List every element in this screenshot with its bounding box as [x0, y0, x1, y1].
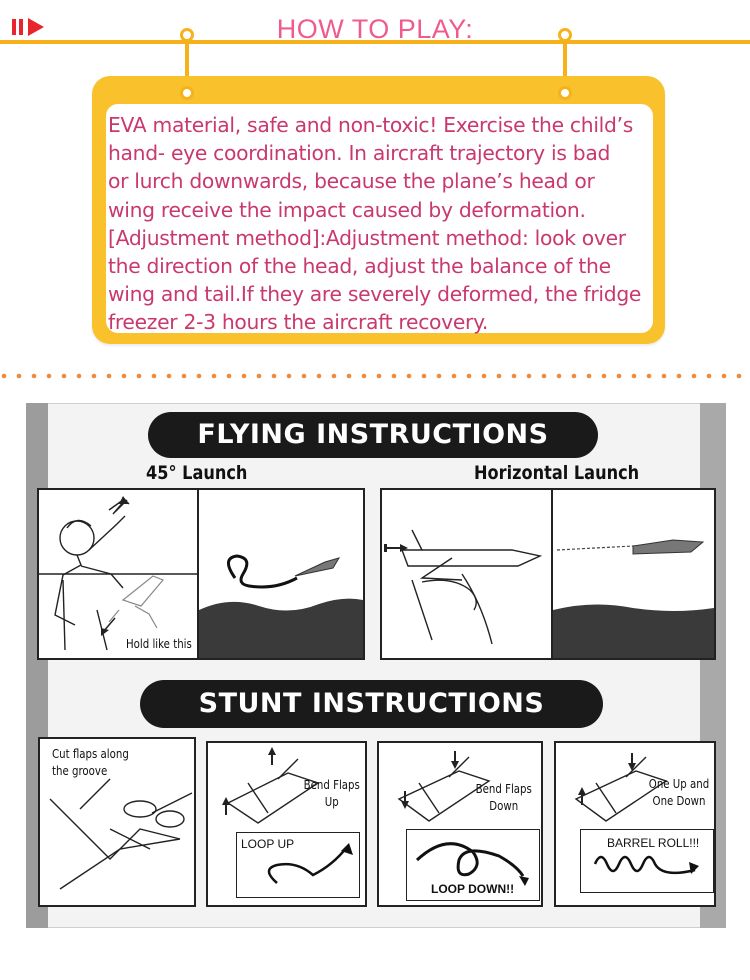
page-title: HOW TO PLAY: — [276, 14, 474, 44]
launch-45-label: 45° Launch — [146, 462, 248, 484]
bend-flaps-up-label: Bend Flaps Up — [303, 778, 360, 809]
one-up-one-down-label: One Up and One Down — [648, 777, 710, 808]
info-card-text: EVA material, safe and non-toxic! Exercise the child’s hand- eye coordination. In aircraft trajectory is bad or lurch downwards, because the plane’s head or wing receive the impact caused by deformation. [Adjustment method]:Adjustment method: look over the direction of the head, adjust the balance of the wing and tail.If they are severely deformed, the fridge freezer 2-3 hours the aircraft recovery. — [108, 113, 642, 335]
panel-horizontal-hold — [380, 488, 553, 660]
dotted-divider — [0, 372, 750, 380]
loop-down-label: LOOP DOWN!! — [431, 882, 515, 896]
panel-45-launch-flight — [197, 488, 365, 660]
barrel-roll-label: BARREL ROLL!!! — [607, 836, 700, 850]
loop-down-box — [406, 829, 540, 901]
panel-horizontal-flight — [551, 488, 716, 660]
horizontal-launch-label: Horizontal Launch — [474, 462, 640, 484]
stunt-instructions-banner: STUNT INSTRUCTIONS — [140, 680, 603, 728]
hanger-ring-right — [558, 28, 572, 42]
hanger-ring-left — [180, 28, 194, 42]
barrel-roll-arrow-icon — [581, 830, 711, 890]
card-ring-right — [558, 86, 572, 100]
flying-instructions-banner: FLYING INSTRUCTIONS — [148, 412, 598, 458]
hand-holding-plane-illustration — [382, 490, 551, 658]
card-ring-left — [180, 86, 194, 100]
loop-up-label: LOOP UP — [241, 837, 295, 851]
straight-flight-illustration — [553, 490, 714, 658]
bend-flaps-down-label: Bend Flaps Down — [475, 782, 532, 813]
hold-like-this-label: Hold like this — [126, 637, 192, 651]
loop-up-arrow-icon — [237, 833, 357, 895]
panel-45-launch-hold — [37, 488, 199, 660]
boy-throwing-illustration — [39, 490, 197, 658]
barrel-roll-box — [580, 829, 714, 893]
loop-up-box — [236, 832, 360, 898]
cut-flaps-label: Cut flaps along the groove — [52, 747, 129, 778]
loop-flight-illustration — [199, 490, 363, 658]
